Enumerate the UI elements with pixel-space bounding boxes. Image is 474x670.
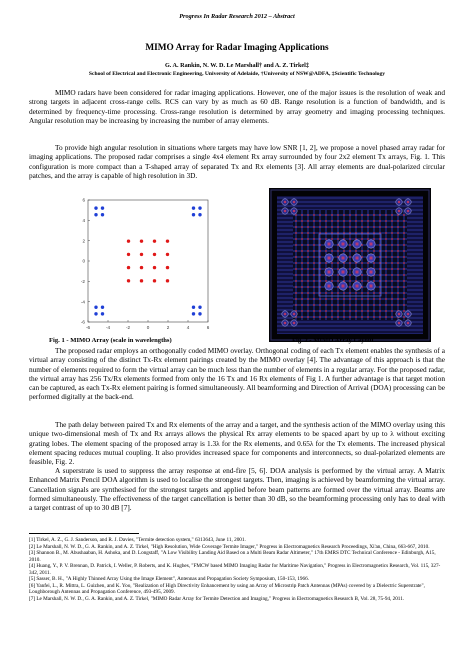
tx-element-point — [101, 312, 104, 315]
rx-element-point — [166, 253, 169, 256]
paragraph-proposal: To provide high angular resolution in situations where targets may have low SNR [1, 2], we propose a novel phased array radar for imaging applications. The proposed radar comprises a single 4x4 element Rx array surrounded by four 2x2 element Tx arrays, Fig. 1. This configuration is more compact than a T-shaped array of separated Tx and Rx elements [3]. All array elements are dual-polarized circular patches, and the array is capable of high resolution in 3D. — [29, 143, 445, 180]
tx-element-point — [192, 213, 195, 216]
y-tick-label: -4 — [80, 299, 85, 305]
tx-element-point — [198, 213, 201, 216]
tx-element-point — [101, 213, 104, 216]
paper-title: MIMO Array for Radar Imaging Applications — [145, 43, 329, 53]
reference-item: [4] Huang, Y., P. V. Brennan, D. Patrick, I. Weller, P. Roberts, and K. Hughes, "FMCW based MIMO Imaging Radar for Maritime Navigation," Progress in Electromagnetics Research, Vol. 115, 327-342, 2011. — [29, 563, 441, 576]
tx-element-point — [94, 206, 97, 209]
tx-element-point — [94, 213, 97, 216]
paragraph-superstrate: A superstrate is used to suppress the array response at end-fire [5, 6]. DOA analysis is performed by the virtual array. A Matrix Enhanced Matrix Pencil DOA algorithm is used to localise the strongest targets. Then, imaging is achieved by beamforming the virtual array. Cancellation signals are synthesised for the strongest targets and applied before beam patterns are formed over the virtual array. Beams are formed simultaneously. The effectiveness of the target cancellation is better than 30 dB, so the beamforming processing only has to deal with a target contrast of up to 30 dB [7]. — [29, 466, 445, 513]
rx-element-point — [127, 239, 130, 242]
tx-element-point — [192, 312, 195, 315]
rx-element-point — [153, 266, 156, 269]
rx-element-point — [166, 279, 169, 282]
y-tick-label: -2 — [80, 278, 85, 284]
rx-element-point — [153, 279, 156, 282]
reference-item: [5] Sasser, B. H., "A Highly Thinned Array Using the Image Element", Antennas and Propagation Society Symposium, 150-153, 1966. — [29, 576, 309, 583]
fig1-caption: Fig. 1 - MIMO Array (scale in wavelengths) — [49, 337, 172, 344]
reference-item: [1] Tirkel, A. Z., G. J. Sanderson, and R. J. Davies, "Termite detection system," 6313643, June 11, 2001. — [29, 537, 246, 543]
rx-element-point — [153, 239, 156, 242]
y-tick-label: -6 — [80, 319, 85, 325]
references-section — [29, 533, 445, 602]
fig2-array-layout — [269, 188, 431, 342]
y-tick-label: 0 — [82, 258, 85, 264]
tx-element-point — [198, 306, 201, 309]
y-tick-label: 2 — [82, 238, 85, 244]
x-tick-label: -4 — [105, 325, 111, 330]
x-tick-label: 4 — [186, 325, 190, 330]
tx-element-point — [192, 206, 195, 209]
paper-authors: G. A. Rankin, N. W. D. Le Marshall† and A. Z. Tirkel‡ — [164, 62, 309, 69]
reference-item: [7] Le Marshall, N. W. D., G. A. Rankin, and A. Z. Tirkel, "MIMO Radar Array for Termite Detection and Imaging," Progress in Electromagnetics Research B, Vol. 28, 75-94, 2011. — [29, 595, 405, 602]
rx-element-point — [166, 266, 169, 269]
x-tick-label: -6 — [85, 325, 91, 330]
rx-element-point — [153, 253, 156, 256]
plot-frame — [88, 200, 208, 322]
reference-item: [6] Yanfei, L., R. Mittra, L. Guizhen, and K. Yoo, "Realization of High Directivity Enhancement by using an Array of Microstrip Patch Antennas (MPAs) covered by a Dielectric Superstrate", Loughborough Antennas and Propagation Conference, 493-495, 2009. — [29, 582, 425, 596]
tx-element-point — [198, 312, 201, 315]
rx-element-point — [140, 266, 143, 269]
fig2-caption: Fig. 2 - MIMO Array Layout — [292, 337, 374, 344]
y-tick-label: 6 — [82, 197, 85, 203]
reference-item: [3] Shannon B., M. Abushaaban, H. Ashoka, and D. Longstaff, "A Low Visibility Landing Aid Based on a Multi Beam Radar Altimeter," 17th EMRS DTC Technical Conference - Edinburgh, A15, 2010. — [29, 550, 436, 563]
paragraph-mimo-overlay: The proposed radar employs an orthogonally coded MIMO overlay. Orthogonal coding of each Tx element enables the synthesis of a virtual array consisting of the distinct Tx-Rx element pairings created by the MIMO overlay [4]. The advantage of this approach is that the number of elements required to form the virtual array can be much less than the number of elements in a regular array. For the proposed radar, the virtual array has 256 Tx/Rx elements formed from only the 16 Tx and 16 Rx elements of Fig 1. A further advantage is that target motion can be captured, as each Tx-Rx element pairing is formed simultaneously. All beamforming and Direction of Arrival (DOA) processing can be performed digitally at the back-end. — [29, 346, 445, 402]
y-tick-label: 4 — [82, 217, 85, 223]
rx-element-point — [140, 239, 143, 242]
rx-element-point — [140, 279, 143, 282]
rx-element-point — [127, 253, 130, 256]
paragraph-intro: MIMO radars have been considered for radar imaging applications. However, one of the major issues is the resolution of weak and strong targets in adjacent cross-range cells. RCS can vary by as much as 60 dB. Range resolution is a function of bandwidth, and is determined by frequency-time processing. Cross-range resolution is determined by array geometry and imaging processing techniques. Angular resolution may be increasing by increasing the number of array elements. — [29, 88, 445, 125]
tx-element-point — [192, 306, 195, 309]
paper-affiliation: School of Electrical and Electronic Engineering, University of Adelaide, †University of NSW@ADFA, ‡Scientific Technology — [88, 71, 386, 77]
x-tick-label: -2 — [125, 325, 131, 330]
tx-element-point — [198, 206, 201, 209]
rx-element-point — [140, 253, 143, 256]
tx-element-point — [94, 306, 97, 309]
fig1-array-plot — [74, 194, 214, 336]
rx-element-point — [127, 266, 130, 269]
x-tick-label: 2 — [166, 325, 170, 330]
tx-element-point — [101, 306, 104, 309]
reference-item: [2] Le Marshall, N. W. D., G. A. Rankin, and A. Z. Tirkel, "High Resolution, Wide Coverage Termite Imager," Progress in Electromagnetics Research Proceedings, Xi'an, China, 663-667, 2010. — [29, 543, 430, 550]
tx-element-point — [94, 312, 97, 315]
tx-element-point — [101, 206, 104, 209]
references-divider — [29, 533, 139, 534]
x-tick-label: 6 — [206, 325, 210, 330]
conference-header: Progress In Radar Research 2012 – Abstract — [179, 13, 295, 20]
rx-element-point — [127, 279, 130, 282]
paragraph-path-delay: The path delay between paired Tx and Rx elements of the array and a target, and the synthesis action of the MIMO overlay using this unique two-dimensional mesh of Tx and Rx arrays allows the physical Rx array elements to be spaced apart by up to λ without exciting grating lobes. The element spacing of the proposed array is 1.3λ for the Rx elements, and 0.65λ for the Tx elements. The increased physical element spacing reduces mutual coupling. It also provides increased space for components and interconnects, so dual-polarized elements are feasible, Fig. 2. — [29, 420, 445, 467]
rx-element-point — [166, 239, 169, 242]
x-tick-label: 0 — [146, 325, 150, 330]
